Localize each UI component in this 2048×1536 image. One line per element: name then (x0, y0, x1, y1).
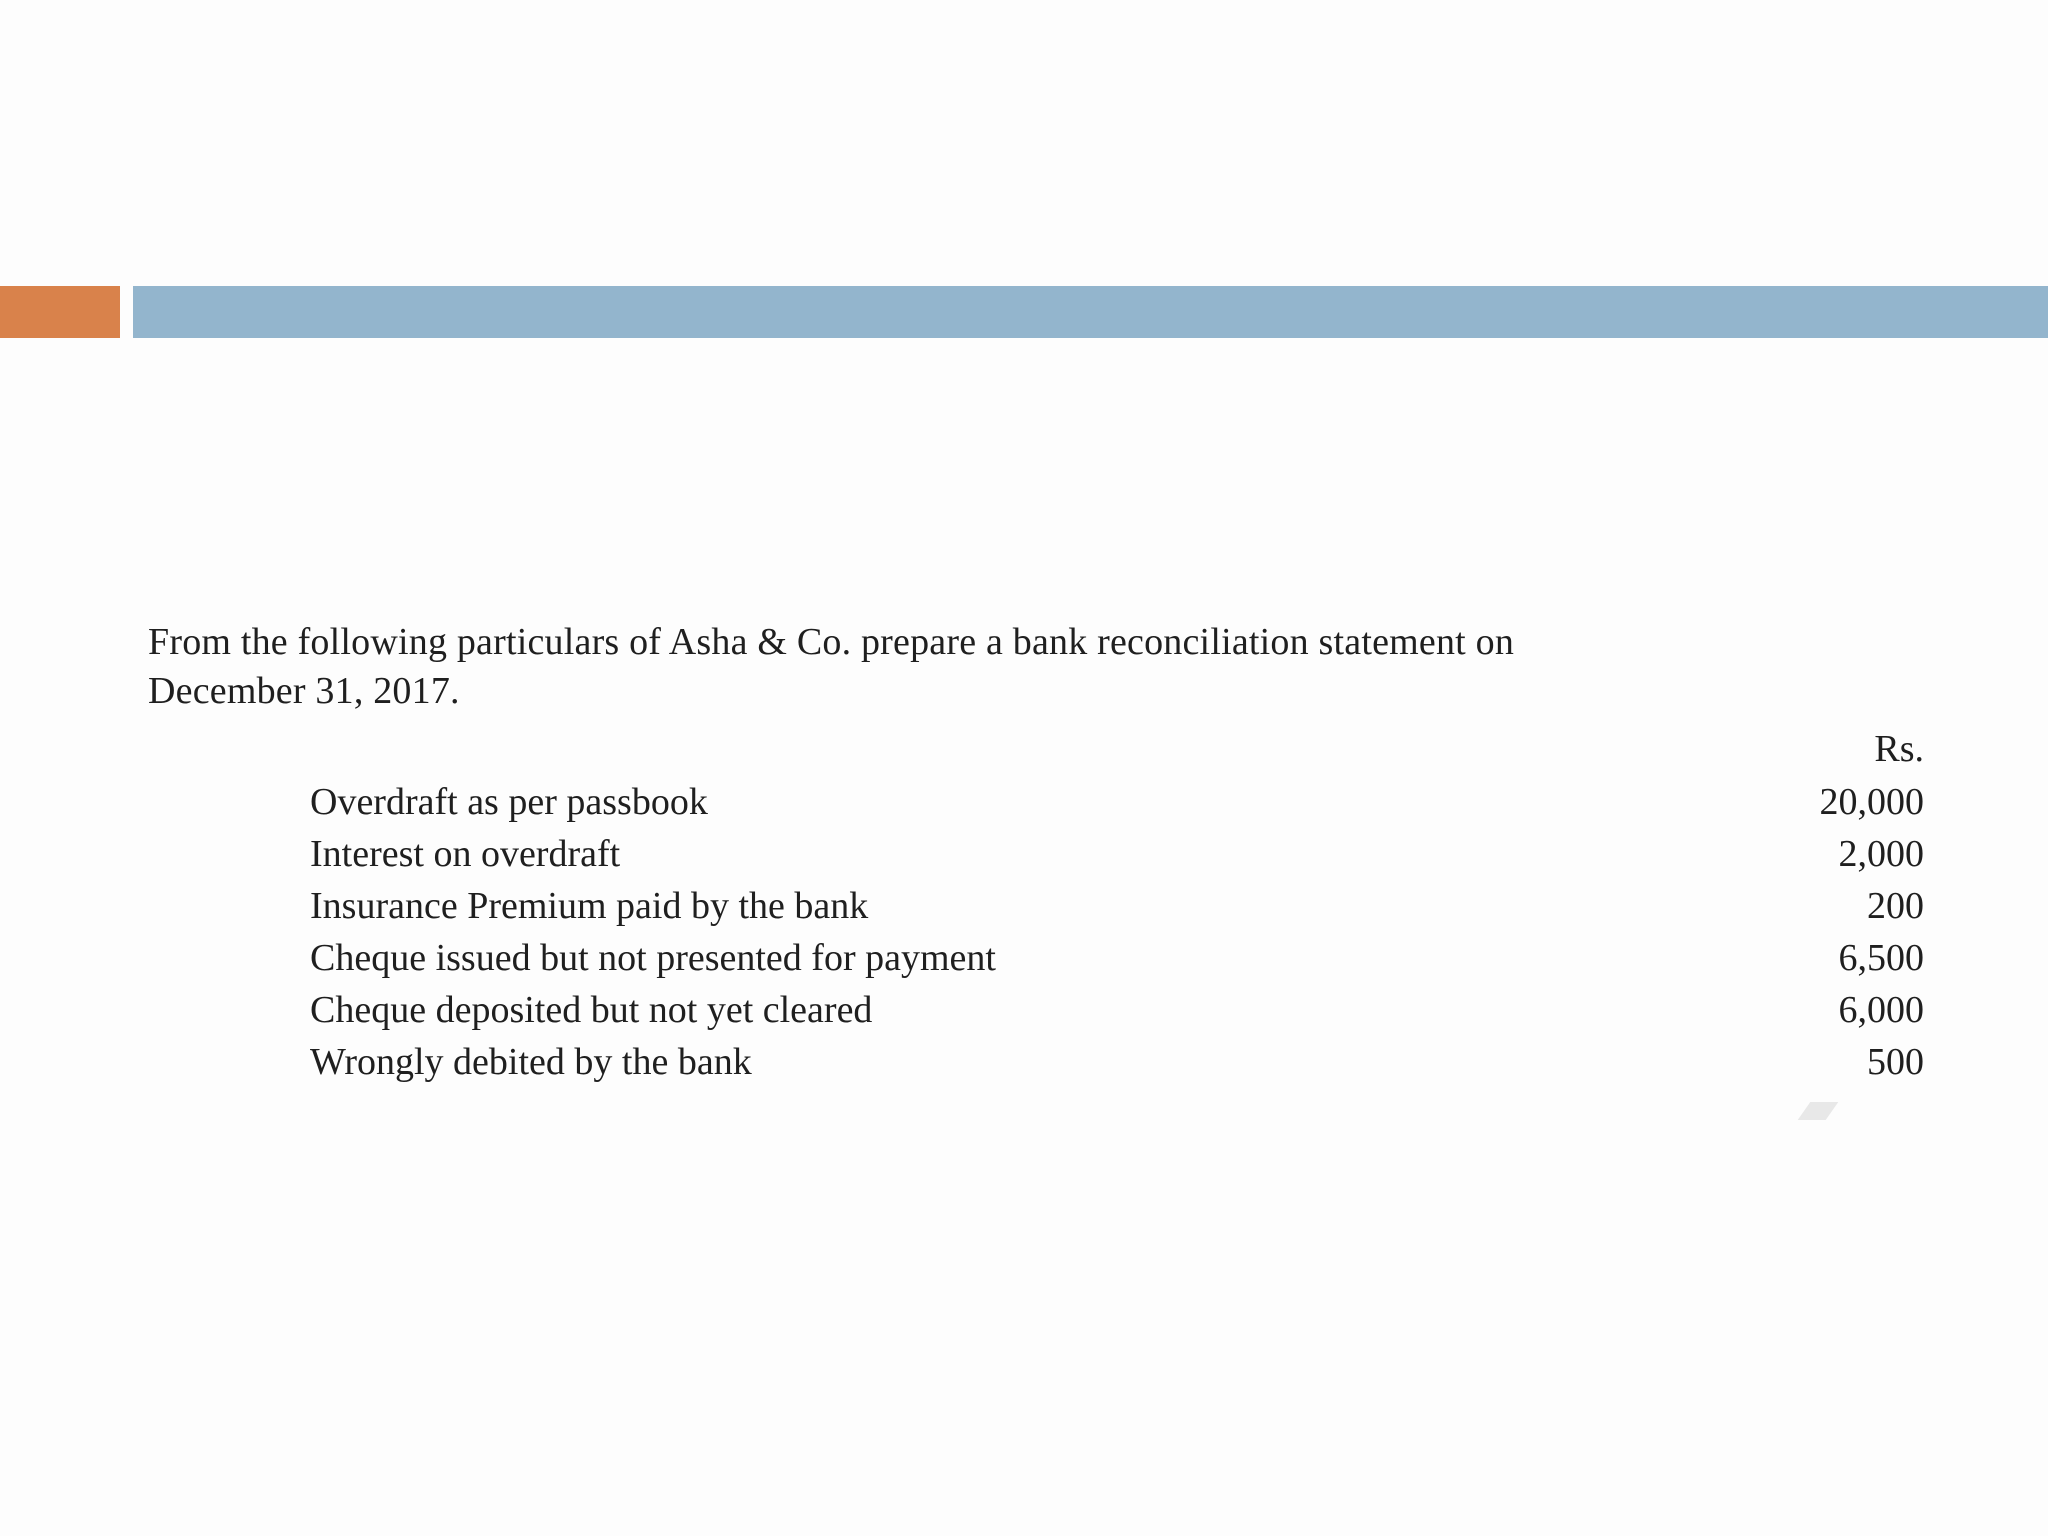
particular-amount: 20,000 (1819, 781, 1924, 823)
question-text (148, 618, 1938, 716)
particular-amount: 6,500 (1838, 937, 1924, 979)
particular-row (310, 880, 1924, 932)
header-bar (133, 286, 2048, 338)
question-content (148, 618, 1948, 1083)
particular-row (310, 776, 1924, 828)
currency-header: Rs. (1874, 728, 1924, 770)
particular-label: Cheque issued but not presented for payment (310, 937, 996, 979)
particular-label: Overdraft as per passbook (310, 781, 708, 823)
accent-block (0, 286, 120, 338)
particular-label: Cheque deposited but not yet cleared (310, 989, 873, 1031)
particular-label: Wrongly debited by the bank (310, 1041, 752, 1083)
particular-amount: 500 (1867, 1041, 1924, 1083)
scan-mark (1798, 1102, 1839, 1120)
particular-label: Interest on overdraft (310, 833, 621, 875)
particular-row (310, 932, 1924, 984)
particular-amount: 2,000 (1838, 833, 1924, 875)
question-line-1: From the following particulars of Asha & Co. prepare a bank reconciliation statement on (148, 621, 1515, 663)
particular-row (310, 1036, 1924, 1088)
particular-row (310, 828, 1924, 880)
particular-row (310, 984, 1924, 1036)
question-line-2: December 31, 2017. (148, 670, 460, 712)
particular-amount: 6,000 (1838, 989, 1924, 1031)
particular-amount: 200 (1867, 885, 1924, 927)
particular-label: Insurance Premium paid by the bank (310, 885, 869, 927)
particulars-rows (310, 776, 1924, 1088)
